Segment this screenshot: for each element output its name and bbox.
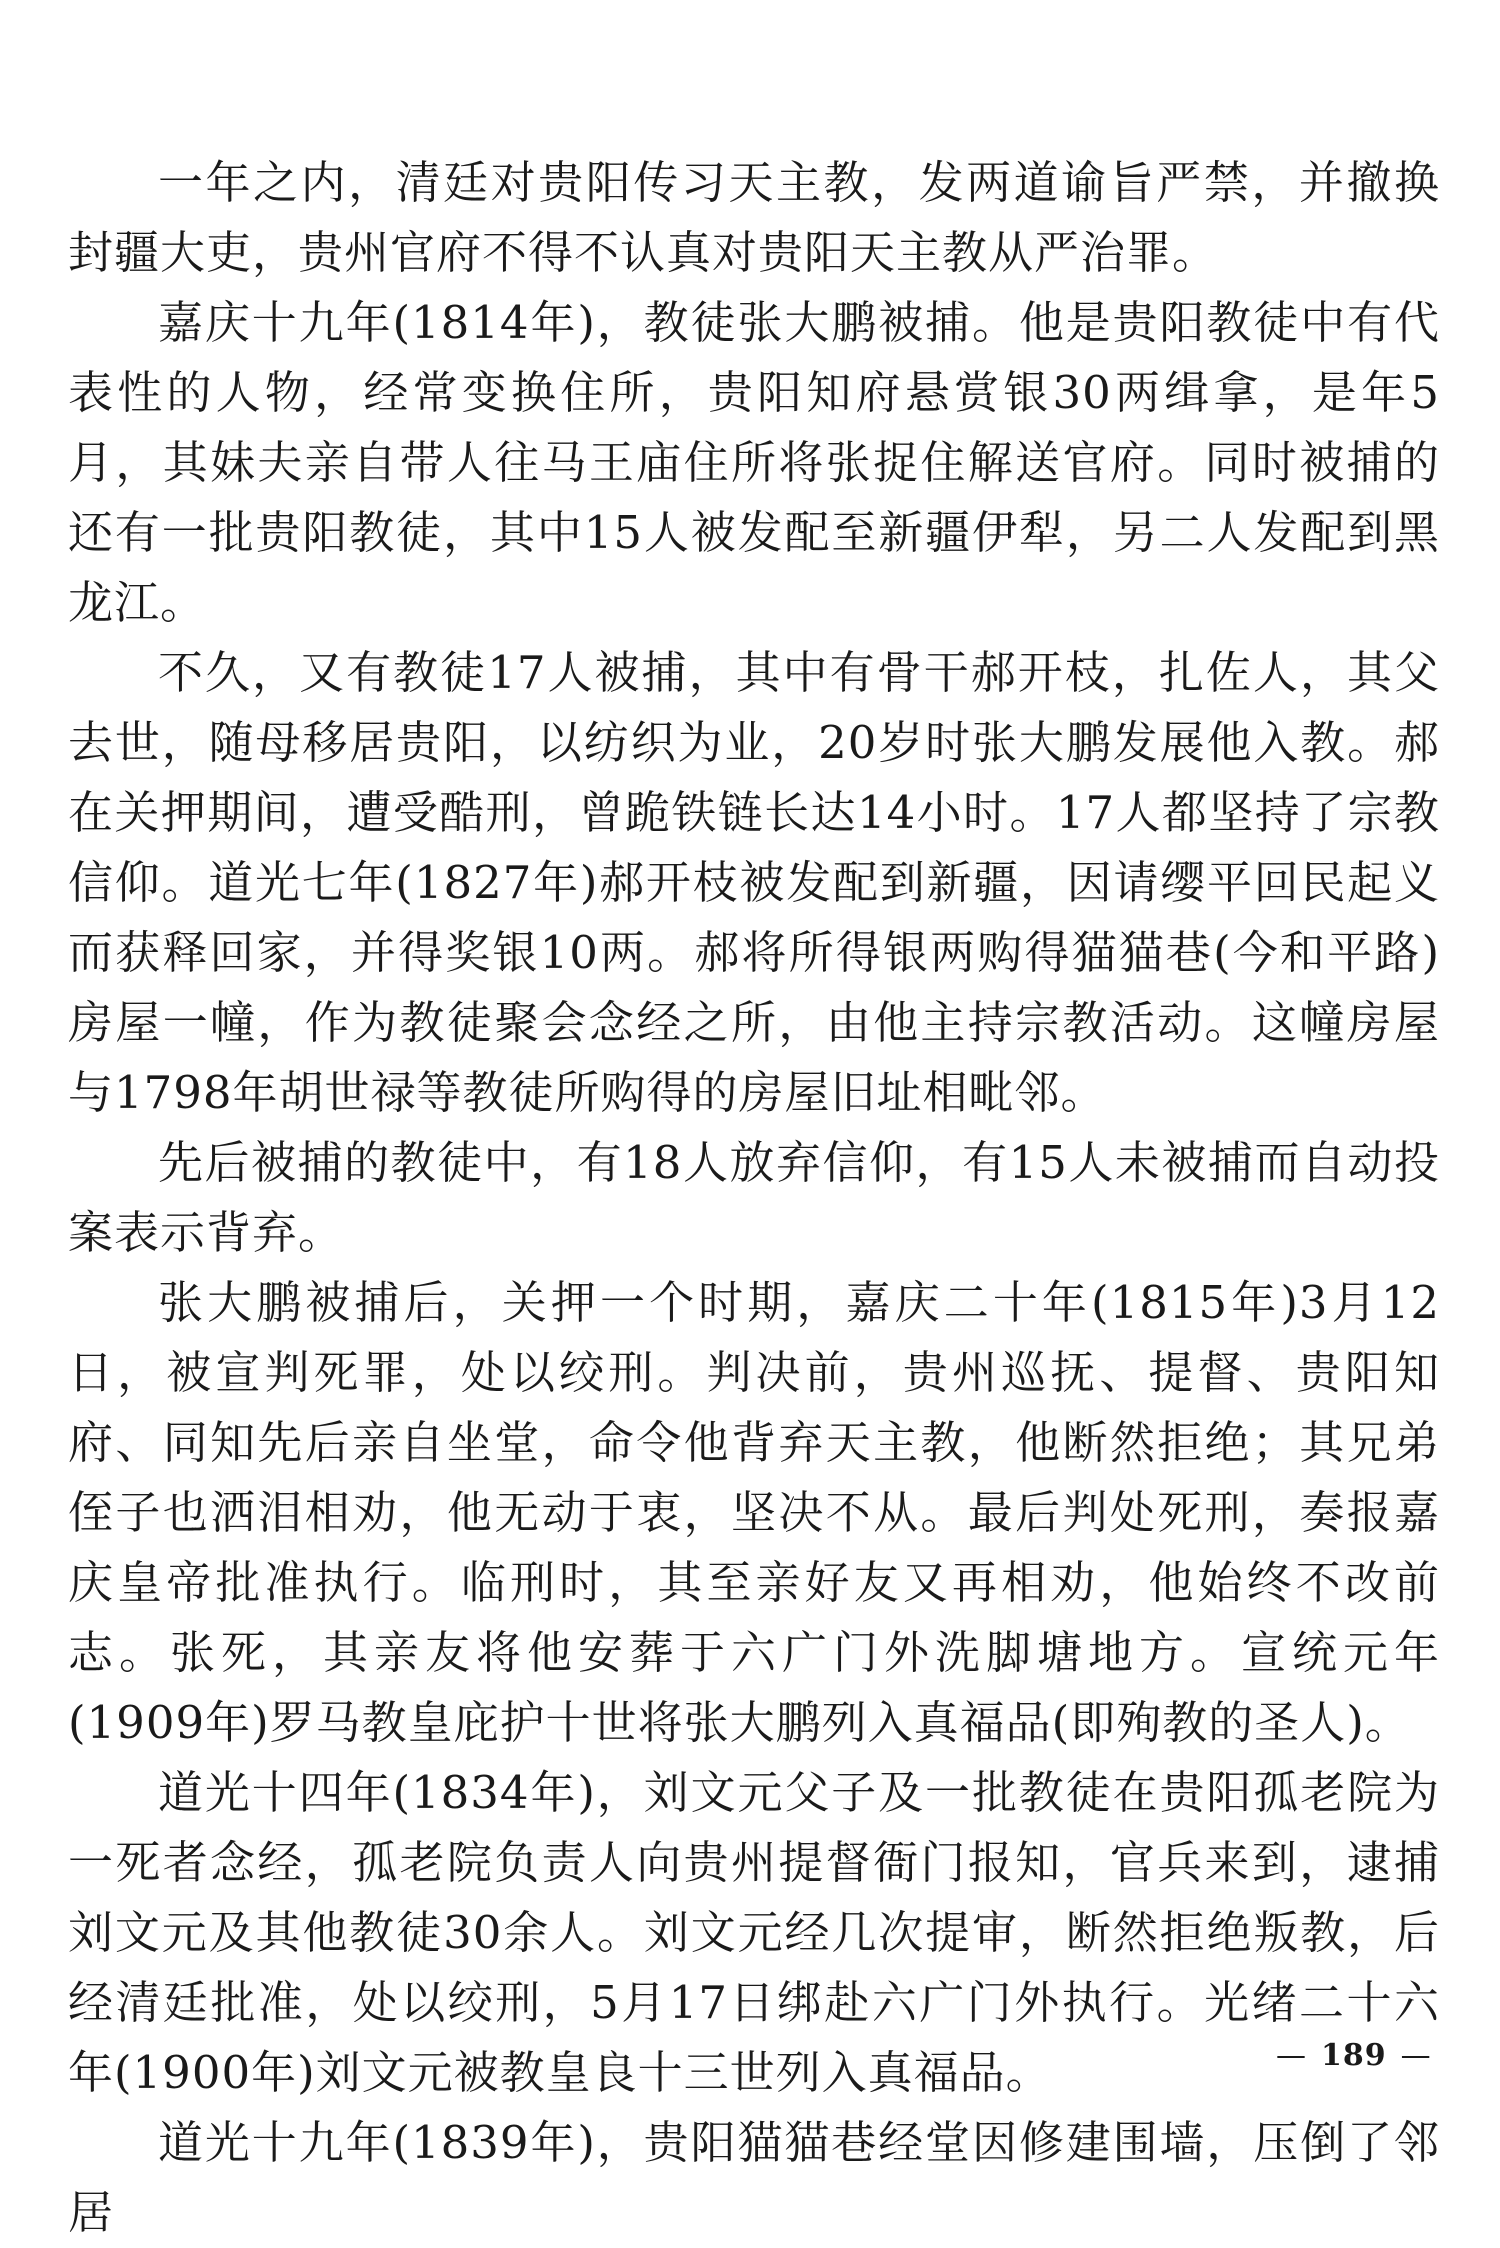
paragraph-2: 嘉庆十九年(1814年)，教徒张大鹏被捕。他是贵阳教徒中有代表性的人物，经常变换住所，贵阳知府悬赏银30两缉拿，是年5月，其妹夫亲自带人往马王庙住所将张捉住解送官府。同时被捕的还有一批贵阳教徒，其中15人被发配至新疆伊犁，另二人发配到黑龙江。 [68, 296, 1440, 629]
paragraph-5: 张大鹏被捕后，关押一个时期，嘉庆二十年(1815年)3月12日，被宣判死罪，处以绞刑。判决前，贵州巡抚、提督、贵阳知府、同知先后亲自坐堂，命令他背弃天主教，他断然拒绝；其兄弟侄子也洒泪相劝，他无动于衷，坚决不从。最后判处死刑，奏报嘉庆皇帝批准执行。临刑时，其至亲好友又再相劝，他始终不改前志。张死，其亲友将他安葬于六广门外洗脚塘地方。宣统元年(1909年)罗马教皇庇护十世将张大鹏列入真福品(即殉教的圣人)。 [68, 1276, 1440, 1749]
paragraph-3: 不久，又有教徒17人被捕，其中有骨干郝开枝，扎佐人，其父去世，随母移居贵阳，以纺织为业，20岁时张大鹏发展他入教。郝在关押期间，遭受酷刑，曾跪铁链长达14小时。17人都坚持了宗教信仰。道光七年(1827年)郝开枝被发配到新疆，因请缨平回民起义而获释回家，并得奖银10两。郝将所得银两购得猫猫巷(今和平路)房屋一幢，作为教徒聚会念经之所，由他主持宗教活动。这幢房屋与1798年胡世禄等教徒所购得的房屋旧址相毗邻。 [68, 646, 1441, 1119]
page-body [68, 148, 1440, 2248]
page-number-dash-right: — [1400, 2038, 1432, 2073]
paragraph-4: 先后被捕的教徒中，有18人放弃信仰，有15人未被捕而自动投案表示背弃。 [68, 1136, 1440, 1259]
page-number [1276, 2038, 1432, 2074]
page-number-value: 189 [1321, 2038, 1387, 2073]
paragraph-1: 一年之内，清廷对贵阳传习天主教，发两道谕旨严禁，并撤换封疆大吏，贵州官府不得不认真对贵阳天主教从严治罪。 [68, 156, 1440, 279]
paragraph-7: 道光十九年(1839年)，贵阳猫猫巷经堂因修建围墙，压倒了邻居 [68, 2116, 1440, 2239]
page-number-dash-left: — [1276, 2038, 1307, 2073]
paragraph-6: 道光十四年(1834年)，刘文元父子及一批教徒在贵阳孤老院为一死者念经，孤老院负责人向贵州提督衙门报知，官兵来到，逮捕刘文元及其他教徒30余人。刘文元经几次提审，断然拒绝叛教，后经清廷批准，处以绞刑，5月17日绑赴六广门外执行。光绪二十六年(1900年)刘文元被教皇良十三世列入真福品。 [68, 1766, 1440, 2099]
